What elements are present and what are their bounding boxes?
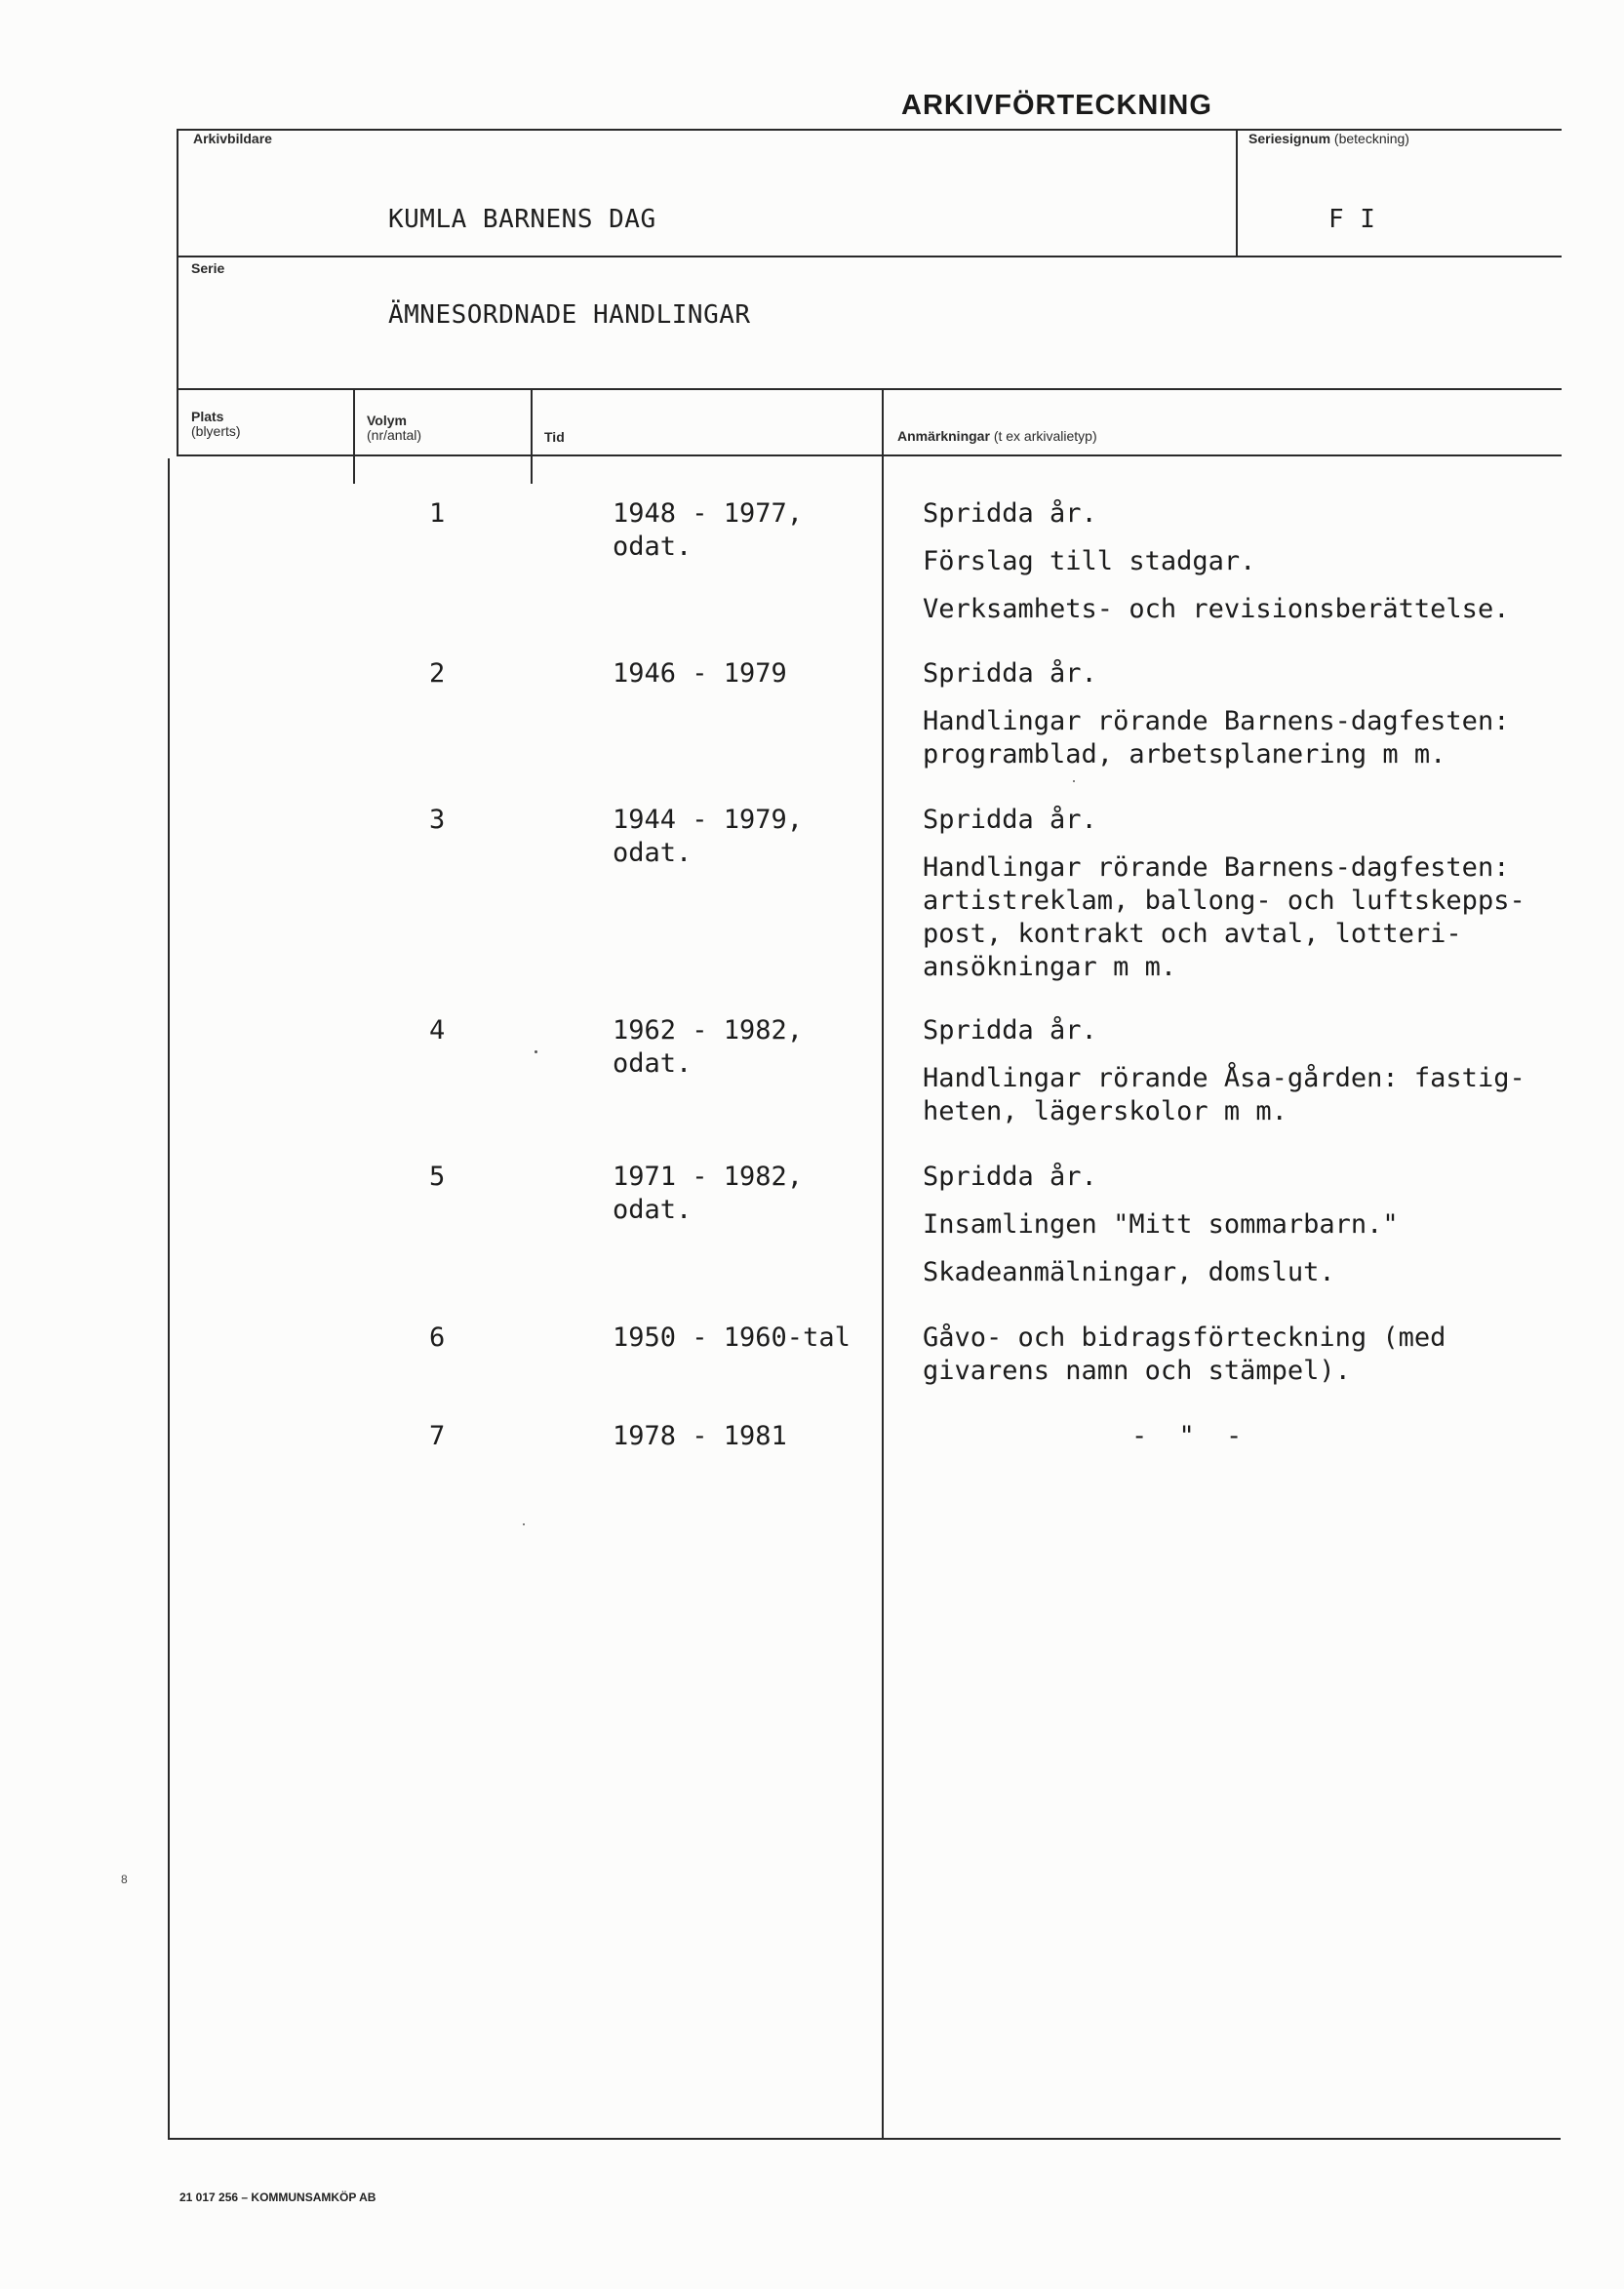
- volume-tid: 1962 - 1982, odat.: [613, 1015, 804, 1079]
- anmarkning-paragraph: Spridda år.: [923, 498, 1097, 529]
- volume-number: 7: [429, 1421, 446, 1451]
- left-border-body: [168, 458, 170, 2140]
- label-anm-sub: (t ex arkivalietyp): [993, 428, 1097, 444]
- form-title: ARKIVFÖRTECKNING: [901, 90, 1212, 121]
- volume-anmarkningar: [923, 1322, 1557, 1402]
- arkivbildare-value: KUMLA BARNENS DAG: [388, 205, 656, 234]
- anmarkning-paragraph: Spridda år.: [923, 805, 1097, 835]
- volume-anmarkningar: [923, 804, 1557, 999]
- volume-number: 1: [429, 498, 446, 529]
- label-seriesignum-text: Seriesignum: [1248, 131, 1331, 146]
- label-anm-text: Anmärkningar: [897, 428, 990, 444]
- volume-tid: 1971 - 1982, odat.: [613, 1162, 804, 1225]
- label-volym: [367, 414, 421, 443]
- anmarkning-paragraph: Spridda år.: [923, 658, 1097, 689]
- label-plats-sub: (blyerts): [191, 423, 241, 439]
- seriesignum-divider: [1236, 129, 1238, 257]
- serie-bottom-rule: [177, 388, 1562, 390]
- column-header-rule: [177, 454, 1562, 456]
- label-plats: [191, 410, 241, 439]
- anmarkning-paragraph: Insamlingen "Mitt sommarbarn.": [923, 1209, 1399, 1240]
- plats-volym-divider: [353, 390, 355, 484]
- volume-tid: 1978 - 1981: [613, 1421, 787, 1451]
- volume-tid: 1944 - 1979, odat.: [613, 805, 804, 868]
- bottom-rule: [168, 2138, 1561, 2140]
- left-border-top: [177, 129, 178, 456]
- volym-tid-divider: [531, 390, 533, 484]
- anmarkning-paragraph: Skadeanmälningar, domslut.: [923, 1257, 1335, 1287]
- volume-tid: 1946 - 1979: [613, 658, 787, 689]
- label-serie: Serie: [191, 260, 225, 276]
- scan-speck: [535, 1050, 537, 1053]
- serie-value: ÄMNESORDNADE HANDLINGAR: [388, 300, 751, 330]
- label-seriesignum: [1248, 132, 1409, 146]
- label-volym-sub: (nr/antal): [367, 427, 422, 443]
- volume-tid: 1950 - 1960-tal: [613, 1322, 851, 1353]
- scan-speck: [1073, 780, 1075, 782]
- label-arkivbildare: Arkivbildare: [193, 131, 272, 146]
- volume-number: 3: [429, 805, 446, 835]
- tid-anm-divider: [882, 390, 884, 2138]
- page-number: 8: [121, 1873, 128, 1886]
- volume-number: 6: [429, 1322, 446, 1353]
- label-tid: Tid: [544, 429, 565, 445]
- anmarkning-paragraph: Handlingar rörande Åsa-gården: fastig- heten, lägerskolor m m.: [923, 1063, 1525, 1126]
- volume-anmarkningar: [923, 1161, 1557, 1304]
- anmarkning-paragraph: Gåvo- och bidragsförteckning (med givarens namn och stämpel).: [923, 1322, 1446, 1386]
- anmarkning-paragraph: Verksamhets- och revisionsberättelse.: [923, 594, 1510, 624]
- volume-number: 2: [429, 658, 446, 689]
- volume-anmarkningar: [923, 657, 1557, 786]
- form-footer: 21 017 256 – KOMMUNSAMKÖP AB: [179, 2190, 376, 2204]
- label-anmarkningar: [897, 429, 1097, 444]
- anmarkning-paragraph: Förslag till stadgar.: [923, 546, 1256, 576]
- label-volym-text: Volym: [367, 413, 407, 428]
- anmarkning-paragraph: Spridda år.: [923, 1015, 1097, 1046]
- label-seriesignum-sub: (beteckning): [1333, 131, 1409, 146]
- volume-anmarkningar: [923, 1014, 1557, 1143]
- volume-anmarkningar: [923, 497, 1557, 641]
- volume-number: 4: [429, 1015, 446, 1046]
- volume-number: 5: [429, 1162, 446, 1192]
- scan-speck: [523, 1523, 525, 1525]
- anmarkning-paragraph: Spridda år.: [923, 1162, 1097, 1192]
- label-plats-text: Plats: [191, 409, 224, 424]
- arkivbildare-bottom-rule: [177, 256, 1562, 257]
- seriesignum-value: F I: [1328, 205, 1376, 234]
- volume-tid: 1948 - 1977, odat.: [613, 498, 804, 562]
- anmarkning-paragraph: Handlingar rörande Barnens-dagfesten: programblad, arbetsplanering m m.: [923, 706, 1510, 770]
- anmarkning-paragraph: Handlingar rörande Barnens-dagfesten: artistreklam, ballong- och luftskepps- post, kontrakt och avtal, lotteri- ansökningar m m.: [923, 852, 1525, 982]
- ditto-mark: - " -: [1131, 1421, 1250, 1451]
